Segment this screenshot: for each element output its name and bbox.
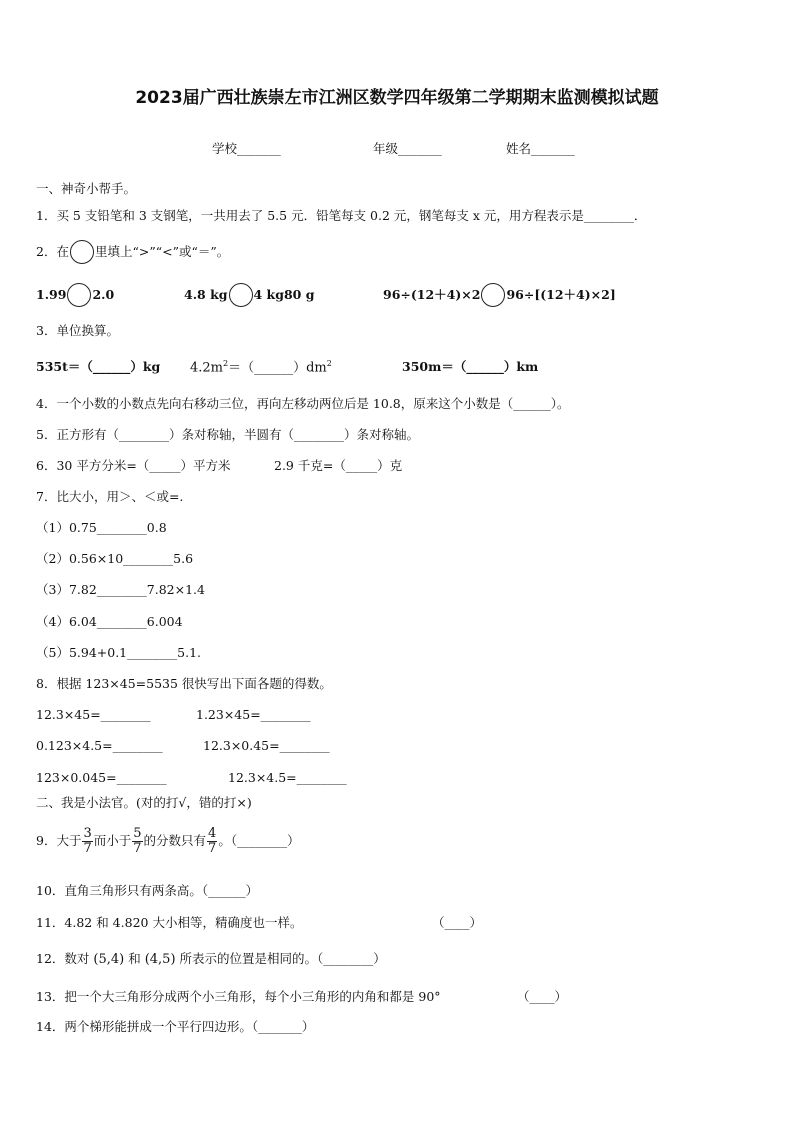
question-6b: 2.9 千克=（_____）克 bbox=[274, 458, 403, 473]
q3-item-a: 535t＝（______）kg bbox=[36, 359, 161, 374]
question-9 bbox=[36, 827, 300, 855]
q7-item: （2）0.56×10________5.6 bbox=[36, 551, 194, 566]
question-10: 10．直角三角形只有两条高。（______） bbox=[36, 883, 259, 898]
compare-circle-icon[interactable] bbox=[481, 283, 505, 307]
q8-item: 123×0.045=________ bbox=[36, 770, 167, 785]
compare-circle-icon[interactable] bbox=[229, 283, 253, 307]
q8-item: 0.123×4.5=________ bbox=[36, 738, 163, 753]
q9-text-4: 。（________） bbox=[218, 832, 300, 848]
name-field[interactable]: 姓名_______ bbox=[506, 141, 575, 156]
question-3: 3．单位换算。 bbox=[36, 323, 119, 338]
q2-c-left: 96÷(12＋4)×2 bbox=[383, 286, 481, 302]
q3-item-c: 350m＝（______）km bbox=[402, 359, 539, 374]
question-5: 5．正方形有（________）条对称轴，半圆有（________）条对称轴。 bbox=[36, 427, 419, 442]
answer-circle-icon[interactable] bbox=[70, 240, 94, 264]
fraction-3-7 bbox=[82, 827, 92, 855]
fraction-numerator: 5 bbox=[133, 826, 142, 841]
question-14: 14．两个梯形能拼成一个平行四边形。（_______） bbox=[36, 1019, 315, 1034]
q7-item: （3）7.82________7.82×1.4 bbox=[36, 582, 205, 597]
q8-item: 12.3×4.5=________ bbox=[228, 770, 347, 785]
fraction-4-7 bbox=[207, 827, 217, 855]
q13-blank[interactable]: （____） bbox=[517, 989, 568, 1004]
section-2-heading: 二、我是小法官。(对的打√，错的打×) bbox=[36, 795, 252, 810]
fraction-numerator: 3 bbox=[83, 826, 92, 841]
fraction-5-7 bbox=[132, 827, 142, 855]
question-7: 7．比大小，用＞、＜或=. bbox=[36, 489, 184, 504]
question-1: 1．买 5 支铅笔和 3 支钢笔，一共用去了 5.5 元．铅笔每支 0.2 元，钢笔每支 x 元，用方程表示是________． bbox=[36, 208, 647, 223]
question-2-suffix: 里填上“>”“<”或“＝”。 bbox=[94, 243, 230, 259]
q2-item-a bbox=[36, 283, 114, 307]
question-2 bbox=[36, 240, 229, 264]
q12-text-2: 和 bbox=[128, 951, 141, 966]
grade-field[interactable]: 年级_______ bbox=[373, 141, 442, 156]
q2-b-right: 4 kg80 g bbox=[253, 286, 315, 302]
question-4: 4．一个小数的小数点先向右移动三位，再向左移动两位后是 10.8，原来这个小数是（______）。 bbox=[36, 396, 570, 411]
q9-text-3: 的分数只有 bbox=[143, 832, 207, 848]
fraction-denominator: 7 bbox=[133, 840, 142, 856]
q11-blank[interactable]: （____） bbox=[432, 915, 483, 930]
q3-b-pre: 4.2m bbox=[190, 360, 224, 376]
question-13: 13．把一个大三角形分成两个小三角形，每个小三角形的内角和都是 90° bbox=[36, 989, 441, 1004]
compare-circle-icon[interactable] bbox=[67, 283, 91, 307]
section-1-heading: 一、神奇小帮手。 bbox=[36, 181, 137, 196]
q3-item-b bbox=[190, 360, 332, 374]
q8-item: 12.3×0.45=________ bbox=[203, 738, 330, 753]
q12-text-3: 所表示的位置是相同的。（________） bbox=[179, 951, 386, 966]
coordinate-pair: (4,5) bbox=[144, 952, 176, 967]
q7-item: （5）5.94+0.1________5.1. bbox=[36, 645, 201, 660]
q2-item-c bbox=[383, 283, 616, 307]
question-8: 8．根据 123×45=5535 很快写出下面各题的得数。 bbox=[36, 676, 332, 691]
question-2-prefix: 2．在 bbox=[36, 243, 69, 259]
q9-text-1: 9．大于 bbox=[36, 832, 82, 848]
q3-b-sup1: 2 bbox=[223, 359, 229, 368]
q7-item: （1）0.75________0.8 bbox=[36, 520, 167, 535]
q8-item: 12.3×45=________ bbox=[36, 707, 151, 722]
q8-item: 1.23×45=________ bbox=[196, 707, 311, 722]
school-field[interactable]: 学校_______ bbox=[212, 141, 281, 156]
q2-item-b bbox=[184, 283, 314, 307]
coordinate-pair: (5,4) bbox=[93, 952, 125, 967]
q12-text-1: 12．数对 bbox=[36, 951, 90, 966]
q3-b-sup2: 2 bbox=[326, 359, 332, 368]
question-12 bbox=[36, 953, 386, 966]
fraction-denominator: 7 bbox=[208, 840, 217, 856]
fraction-denominator: 7 bbox=[83, 840, 92, 856]
q2-b-left: 4.8 kg bbox=[184, 286, 228, 302]
question-11: 11．4.82 和 4.820 大小相等，精确度也一样。 bbox=[36, 915, 303, 930]
fraction-numerator: 4 bbox=[208, 826, 217, 841]
q9-text-2: 而小于 bbox=[93, 832, 132, 848]
q7-item: （4）6.04________6.004 bbox=[36, 614, 183, 629]
q2-a-left: 1.99 bbox=[36, 286, 67, 302]
q2-a-right: 2.0 bbox=[92, 286, 115, 302]
page-title: 2023届广西壮族崇左市江洲区数学四年级第二学期期末监测模拟试题 bbox=[135, 88, 659, 108]
question-6a: 6．30 平方分米=（_____）平方米 bbox=[36, 458, 231, 473]
q2-c-right: 96÷[(12＋4)×2] bbox=[506, 286, 616, 302]
q3-b-mid: ＝（______）dm bbox=[228, 360, 327, 376]
